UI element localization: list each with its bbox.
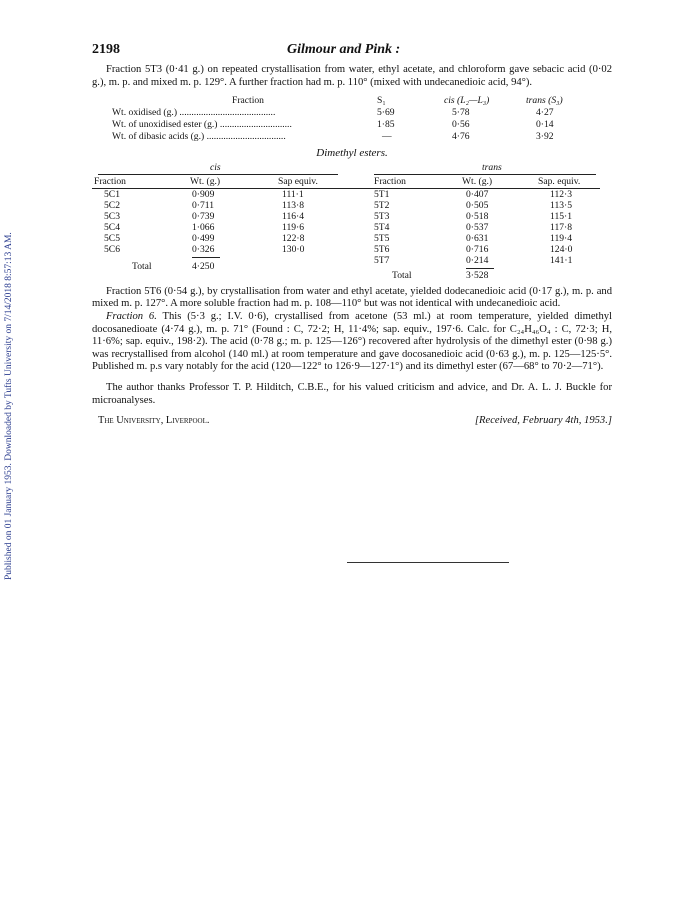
publication-side-note: Published on 01 January 1953. Downloaded by Tufts University on 7/14/2018 8:57:13 AM. bbox=[4, 232, 14, 580]
esters-table bbox=[92, 162, 612, 280]
cis-weight: 0·909 bbox=[192, 188, 215, 200]
cis-fraction: 5C3 bbox=[104, 210, 120, 222]
trans-weight: 0·407 bbox=[466, 188, 489, 200]
cis-sum-rule bbox=[192, 257, 220, 258]
oxidation-cell: 5·78 bbox=[452, 107, 470, 119]
trans-fraction: 5T2 bbox=[374, 199, 390, 211]
page-header bbox=[92, 44, 612, 64]
fraction-6-text: This (5·3 g.; I.V. 0·6), crystallised from acetone (53 ml.) at room temperature, yielded dimethyl docosanedioate (4·74 g.), m. p. 71° (Found : C, 72·2; H, 11·4%; sap. equiv., 197·6. Calc. for C₂₄H₄₆O₄ : C, 72·3; H, 11·6%; sap. equiv., 198·2). The acid (0·78 g.; m. p. 125—126°) recovered after hydrolysis of the dimethyl ester (0·98 g.) was recrystallised from alcohol (140 ml.) at room temperature and gave docosanedioic acid (0·63 g.), m. p. 125—125·5°. Published m. p.s vary notably for the acid (120—122° to 126·9—127·1°) and its dimethyl ester (67—68° to 70·2—71°). bbox=[92, 310, 612, 373]
oxidation-cell: 0·14 bbox=[536, 119, 554, 131]
cis-fraction: 5C4 bbox=[104, 221, 120, 233]
trans-weight: 0·505 bbox=[466, 199, 489, 211]
oxidation-header-cis: cis (L₂—L₃) bbox=[444, 95, 490, 107]
page-number: 2198 bbox=[92, 42, 120, 57]
cis-weight: 0·711 bbox=[192, 199, 215, 211]
oxidation-row-label: Wt. oxidised (g.) ........................................ bbox=[112, 107, 276, 119]
trans-sap: 117·8 bbox=[550, 221, 573, 233]
trans-sap: 115·1 bbox=[550, 210, 573, 222]
col-header: Wt. (g.) bbox=[190, 175, 221, 187]
trans-weight: 0·631 bbox=[466, 232, 489, 244]
cis-fraction: 5C1 bbox=[104, 188, 120, 200]
oxidation-header-s1: S₁ bbox=[377, 95, 386, 107]
trans-weight: 0·518 bbox=[466, 210, 489, 222]
trans-sap: 119·4 bbox=[550, 232, 573, 244]
trans-total: 3·528 bbox=[466, 269, 489, 281]
received-date: [Received, February 4th, 1953.] bbox=[474, 415, 612, 427]
cis-sap: 113·8 bbox=[282, 199, 305, 211]
trans-fraction: 5T6 bbox=[374, 243, 390, 255]
esters-header-rule bbox=[92, 188, 600, 189]
cis-fraction: 5C5 bbox=[104, 232, 120, 244]
trans-sap: 113·5 bbox=[550, 199, 573, 211]
esters-cis-rule bbox=[98, 174, 338, 175]
fraction-6-label: Fraction 6. bbox=[106, 310, 157, 322]
col-header: Wt. (g.) bbox=[462, 175, 493, 187]
cis-total: 4·250 bbox=[192, 260, 215, 272]
cis-fraction: 5C2 bbox=[104, 199, 120, 211]
trans-weight: 0·537 bbox=[466, 221, 489, 233]
oxidation-header-fraction: Fraction bbox=[232, 95, 264, 107]
oxidation-table bbox=[92, 95, 612, 143]
end-rule bbox=[347, 562, 509, 563]
col-header: Fraction bbox=[374, 175, 406, 187]
esters-trans-label: trans bbox=[482, 161, 502, 173]
acknowledgement: The author thanks Professor T. P. Hilditch, C.B.E., for his valued criticism and advice, and Dr. A. L. J. Buckle for microanalyses. bbox=[92, 381, 612, 406]
oxidation-cell: — bbox=[382, 131, 392, 143]
cis-sap: 116·4 bbox=[282, 210, 305, 222]
footer-line bbox=[92, 415, 612, 433]
oxidation-cell: 5·69 bbox=[377, 107, 395, 119]
oxidation-cell: 4·76 bbox=[452, 131, 470, 143]
paragraph-fraction-5t6: Fraction 5T6 (0·54 g.), by crystallisation from water and ethyl acetate, yielded dodecanedioic acid (0·17 g.), m. p. and mixed m. p. 127°. A more soluble fraction had m. p. 108—110° but was not identical with undecanedioic acid. bbox=[92, 285, 612, 310]
trans-total-label: Total bbox=[392, 269, 412, 281]
cis-sap: 122·8 bbox=[282, 232, 305, 244]
esters-cis-label: cis bbox=[210, 161, 221, 173]
trans-weight: 0·214 bbox=[466, 254, 489, 266]
cis-weight: 1·066 bbox=[192, 221, 215, 233]
cis-total-label: Total bbox=[132, 260, 152, 272]
esters-trans-rule bbox=[374, 174, 596, 175]
oxidation-header-trans: trans (S₃) bbox=[526, 95, 563, 107]
col-header: Sap equiv. bbox=[278, 175, 318, 187]
cis-weight: 0·326 bbox=[192, 243, 215, 255]
oxidation-cell: 0·56 bbox=[452, 119, 470, 131]
running-title: Gilmour and Pink : bbox=[287, 42, 401, 57]
col-header: Sap. equiv. bbox=[538, 175, 581, 187]
journal-page bbox=[92, 44, 612, 433]
oxidation-cell: 1·85 bbox=[377, 119, 395, 131]
cis-sap: 119·6 bbox=[282, 221, 305, 233]
trans-sap: 141·1 bbox=[550, 254, 573, 266]
trans-sum-rule bbox=[466, 268, 494, 269]
cis-sap: 111·1 bbox=[282, 188, 304, 200]
trans-fraction: 5T5 bbox=[374, 232, 390, 244]
oxidation-cell: 4·27 bbox=[536, 107, 554, 119]
cis-fraction: 5C6 bbox=[104, 243, 120, 255]
cis-weight: 0·739 bbox=[192, 210, 215, 222]
trans-fraction: 5T3 bbox=[374, 210, 390, 222]
paragraph-fraction-6 bbox=[92, 311, 612, 374]
esters-title: Dimethyl esters. bbox=[316, 147, 388, 160]
affiliation: The University, Liverpool. bbox=[98, 415, 210, 427]
oxidation-row-label: Wt. of unoxidised ester (g.) .............................. bbox=[112, 119, 292, 131]
trans-fraction: 5T4 bbox=[374, 221, 390, 233]
col-header: Fraction bbox=[94, 175, 126, 187]
cis-sap: 130·0 bbox=[282, 243, 305, 255]
cis-weight: 0·499 bbox=[192, 232, 215, 244]
trans-fraction: 5T7 bbox=[374, 254, 390, 266]
trans-weight: 0·716 bbox=[466, 243, 489, 255]
paragraph-fraction-5t3: Fraction 5T3 (0·41 g.) on repeated crystallisation from water, ethyl acetate, and chloroform gave sebacic acid (0·02 g.), m. p. and mixed m. p. 129°. A further fraction had m. p. 110° (mixed with undecanedioic acid, 94°). bbox=[92, 64, 612, 88]
trans-sap: 112·3 bbox=[550, 188, 573, 200]
trans-fraction: 5T1 bbox=[374, 188, 390, 200]
trans-sap: 124·0 bbox=[550, 243, 573, 255]
oxidation-row-label: Wt. of dibasic acids (g.) ................................. bbox=[112, 131, 286, 143]
oxidation-cell: 3·92 bbox=[536, 131, 554, 143]
